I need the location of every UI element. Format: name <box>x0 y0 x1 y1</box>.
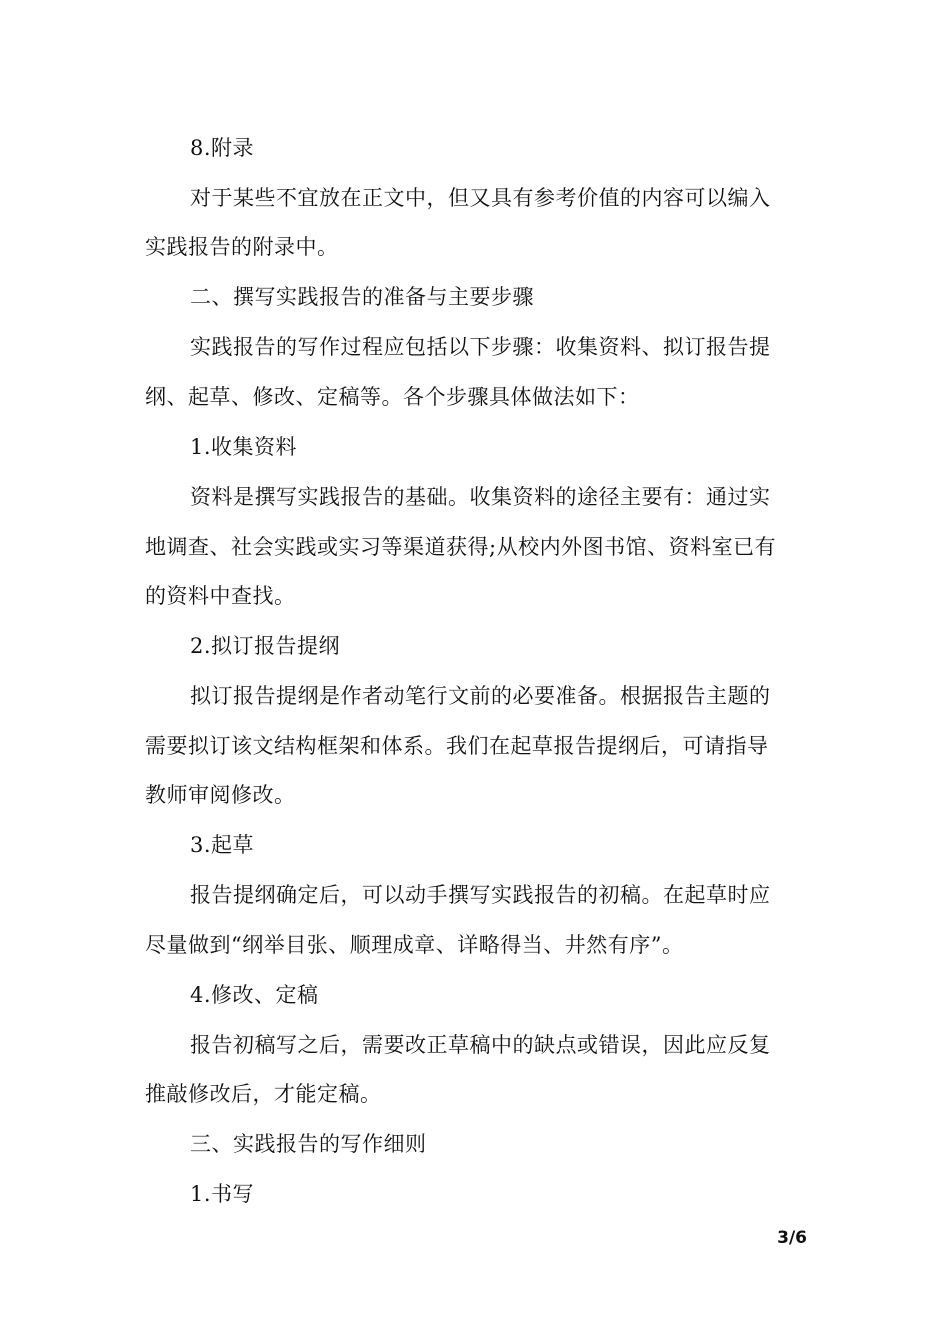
paragraph-line: 纲、起草、修改、定稿等。各个步骤具体做法如下： <box>145 385 640 409</box>
paragraph-line: 对于某些不宜放在正文中，但又具有参考价值的内容可以编入 <box>190 186 771 210</box>
section-heading-2: 二、撰写实践报告的准备与主要步骤 <box>190 285 534 309</box>
subheading-revise-finalize: 4.修改、定稿 <box>190 983 319 1007</box>
paragraph-line: 推敲修改后，才能定稿。 <box>145 1082 382 1106</box>
paragraph-line: 报告提纲确定后，可以动手撰写实践报告的初稿。在起草时应 <box>190 883 771 907</box>
paragraph-line: 的资料中查找。 <box>145 584 296 608</box>
heading-appendix: 8.附录 <box>190 136 255 160</box>
paragraph-line: 报告初稿写之后，需要改正草稿中的缺点或错误，因此应反复 <box>190 1033 771 1057</box>
paragraph-line: 地调查、社会实践或实习等渠道获得;从校内外图书馆、资料室已有 <box>145 535 777 559</box>
paragraph-line: 需要拟订该文结构框架和体系。我们在起草报告提纲后，可请指导 <box>145 734 769 758</box>
subheading-writing: 1.书写 <box>190 1182 255 1206</box>
paragraph-line: 实践报告的附录中。 <box>145 235 339 259</box>
paragraph-line: 拟订报告提纲是作者动笔行文前的必要准备。根据报告主题的 <box>190 684 771 708</box>
paragraph-line: 资料是撰写实践报告的基础。收集资料的途径主要有：通过实 <box>190 485 771 509</box>
page-number: 3/6 <box>777 1228 807 1248</box>
paragraph-line: 教师审阅修改。 <box>145 783 296 807</box>
subheading-collect-materials: 1.收集资料 <box>190 435 298 459</box>
paragraph-line: 实践报告的写作过程应包括以下步骤：收集资料、拟订报告提 <box>190 335 771 359</box>
paragraph-line: 尽量做到“纲举目张、顺理成章、详略得当、井然有序”。 <box>145 933 684 957</box>
subheading-draft-outline: 2.拟订报告提纲 <box>190 634 341 658</box>
subheading-draft: 3.起草 <box>190 833 255 857</box>
section-heading-3: 三、实践报告的写作细则 <box>190 1132 427 1156</box>
